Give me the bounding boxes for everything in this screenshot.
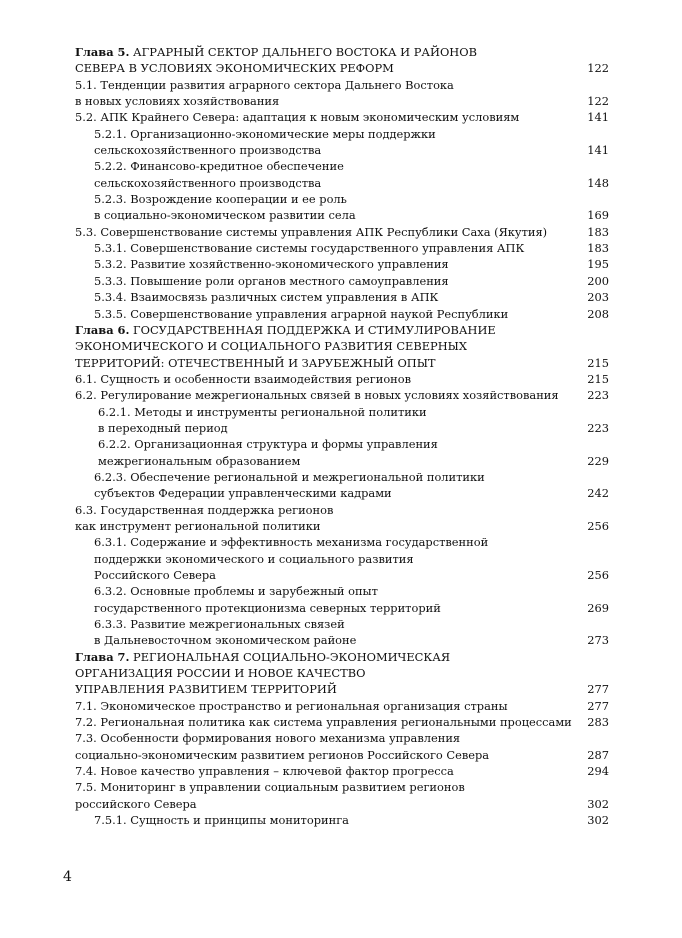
toc-chapter-line [75, 649, 609, 665]
toc-entry-title [94, 567, 216, 583]
toc-entry-title [94, 175, 321, 191]
toc-page-number: 215 [587, 371, 609, 386]
toc-entry [75, 485, 609, 501]
toc-page-number: 122 [587, 94, 609, 109]
toc-entry [75, 714, 609, 730]
toc-entry-title [75, 649, 450, 665]
toc-entry-title [94, 191, 347, 207]
toc-entry-text: СЕВЕРА В УСЛОВИЯХ ЭКОНОМИЧЕСКИХ РЕФОРМ [75, 61, 394, 76]
toc-entry [75, 567, 609, 583]
toc-entry-text: 7.5.1. Сущность и принципы мониторинга [94, 813, 349, 828]
toc-entry [75, 779, 609, 795]
toc-entry [75, 387, 609, 403]
toc-entry-title [98, 453, 300, 469]
toc-entry-text: в переходный период [98, 420, 228, 435]
toc-entry [75, 142, 609, 158]
toc-entry-text: в Дальневосточном экономическом районе [94, 633, 357, 648]
chapter-label: Глава 6. [75, 322, 130, 337]
toc-entry-text: 6.1. Сущность и особенности взаимодействия регионов [75, 371, 412, 386]
toc-entry [75, 730, 609, 746]
toc-entry [75, 126, 609, 142]
toc-page-number: 277 [587, 682, 609, 697]
toc-page-number: 203 [587, 290, 609, 305]
toc-page-number: 273 [587, 633, 609, 648]
toc-entry [75, 158, 609, 174]
toc-entry-title [75, 518, 320, 534]
toc-page-number: 200 [587, 273, 609, 288]
toc-entry [75, 240, 609, 256]
page-number: 4 [63, 869, 72, 885]
toc-entry-title [75, 763, 454, 779]
toc-entry-title [94, 256, 449, 272]
toc-page-number: 277 [587, 698, 609, 713]
toc-entry-title [94, 273, 449, 289]
toc-entry-title [75, 77, 454, 93]
toc-entry-title [94, 812, 349, 828]
toc-entry-title [75, 387, 559, 403]
toc-page-number: 269 [587, 600, 609, 615]
toc-entry-text: сельскохозяйственного производства [94, 143, 322, 158]
toc-entry [75, 436, 609, 452]
toc-entry-text: 5.2. АПК Крайнего Севера: адаптация к новым экономическим условиям [75, 110, 520, 125]
toc-entry [75, 583, 609, 599]
toc-entry-title [94, 126, 436, 142]
toc-entry [75, 404, 609, 420]
toc-entry [75, 632, 609, 648]
toc-entry-text: 7.1. Экономическое пространство и региональная организация страны [75, 698, 508, 713]
toc-entry-text: 5.3. Совершенствование системы управления АПК Республики Саха (Якутия) [75, 224, 548, 239]
toc-entry-text: УПРАВЛЕНИЯ РАЗВИТИЕМ ТЕРРИТОРИЙ [75, 682, 337, 697]
toc-entry-text: 5.3.4. Взаимосвязь различных систем управления в АПК [94, 290, 439, 305]
toc-entry-text: 6.3.2. Основные проблемы и зарубежный опыт [94, 584, 378, 599]
toc-chapter-line [75, 322, 609, 338]
toc-entry-text: государственного протекционизма северных территорий [94, 600, 441, 615]
toc-entry-text: РЕГИОНАЛЬНАЯ СОЦИАЛЬНО-ЭКОНОМИЧЕСКАЯ [129, 649, 451, 664]
toc-entry [75, 224, 609, 240]
toc-entry-text: 6.3.3. Развитие межрегиональных связей [94, 617, 345, 632]
toc-entry [75, 502, 609, 518]
toc-entry [75, 698, 609, 714]
toc-entry-text: 5.3.2. Развитие хозяйственно-экономического управления [94, 257, 449, 272]
toc-entry-title [75, 322, 496, 338]
toc-entry-text: Российского Севера [94, 568, 216, 582]
toc-entry-title [94, 583, 378, 599]
toc-entry-text: как инструмент региональной политики [75, 518, 321, 533]
toc-entry-text: ОРГАНИЗАЦИЯ РОССИИ И НОВОЕ КАЧЕСТВО [75, 666, 366, 681]
toc-entry [75, 175, 609, 191]
toc-entry-text: российского Севера [75, 796, 197, 811]
toc-page-number: 148 [587, 175, 609, 190]
toc-page-number: 141 [587, 143, 609, 158]
toc-entry-text: ГОСУДАРСТВЕННАЯ ПОДДЕРЖКА И СТИМУЛИРОВАНИЕ [129, 322, 496, 337]
toc-entry [75, 420, 609, 436]
toc-entry [75, 681, 609, 697]
toc-page-number: 287 [587, 747, 609, 762]
toc-entry [75, 763, 609, 779]
toc-entry [75, 518, 609, 534]
toc-entry-text: межрегиональным образованием [98, 453, 301, 468]
toc-entry-title [75, 502, 333, 518]
toc-entry-text: 5.2.1. Организационно-экономические меры поддержки [94, 126, 436, 141]
toc-entry [75, 551, 609, 567]
toc-entry-title [98, 420, 228, 436]
toc-entry-text: 5.2.3. Возрождение кооперации и ее роль [94, 192, 347, 207]
toc-entry-title [94, 551, 414, 567]
toc-entry-text: сельскохозяйственного производства [94, 175, 322, 190]
toc-entry-title [94, 600, 441, 616]
toc-page-number: 283 [587, 715, 609, 730]
toc-entry [75, 60, 609, 76]
toc-entry-title [75, 796, 197, 812]
toc-entry-text: 6.3.1. Содержание и эффективность механизма государственной [94, 535, 489, 550]
toc-entry [75, 191, 609, 207]
toc-entry-text: ЭКОНОМИЧЕСКОГО И СОЦИАЛЬНОГО РАЗВИТИЯ СЕВЕРНЫХ [75, 339, 467, 354]
toc-entry-title [94, 207, 356, 223]
toc-page-number: 122 [587, 61, 609, 76]
toc-entry-title [94, 534, 488, 550]
toc-entry-text: 5.3.1. Совершенствование системы государственного управления АПК [94, 241, 525, 256]
toc-page-number: 169 [587, 208, 609, 223]
toc-entry [75, 93, 609, 109]
toc-entry-title [94, 469, 485, 485]
toc-entry-text: 6.3. Государственная поддержка регионов [75, 502, 334, 517]
toc-page-number: 215 [587, 355, 609, 370]
toc-entry-text: 5.2.2. Финансово-кредитное обеспечение [94, 159, 344, 174]
toc-page-number: 256 [587, 568, 609, 582]
toc-page-number: 242 [587, 486, 609, 501]
toc-entry [75, 273, 609, 289]
toc-entry-text: поддержки экономического и социального развития [94, 551, 414, 566]
toc-entry [75, 207, 609, 223]
toc-page-number: 183 [587, 224, 609, 239]
toc-page-number: 256 [587, 518, 609, 533]
toc-entry-text: 6.2.3. Обеспечение региональной и межрегиональной политики [94, 469, 485, 484]
toc-page-number: 302 [587, 796, 609, 811]
chapter-label: Глава 7. [75, 649, 130, 664]
toc-entry [75, 600, 609, 616]
toc-entry [75, 256, 609, 272]
toc-page-number: 208 [587, 306, 609, 321]
toc-entry-title [94, 158, 344, 174]
toc-entry-title [94, 306, 508, 322]
toc-entry-title [75, 747, 489, 763]
toc-entry [75, 453, 609, 469]
toc-entry-title [75, 224, 547, 240]
toc-entry-title [75, 681, 337, 697]
toc-page-number: 229 [587, 453, 609, 468]
chapter-label: Глава 5. [75, 45, 130, 59]
toc-entry-text: 7.5. Мониторинг в управлении социальным развитием регионов [75, 780, 465, 795]
toc-entry-text: 5.3.5. Совершенствование управления аграрной наукой Республики [94, 306, 509, 321]
toc-entry-title [75, 93, 279, 109]
toc-entry-text: 6.2.1. Методы и инструменты региональной политики [98, 404, 427, 419]
toc-entry-title [75, 698, 508, 714]
toc-page-number: 302 [587, 813, 609, 828]
toc-entry-text: 6.2. Регулирование межрегиональных связей в новых условиях хозяйствования [75, 388, 559, 403]
toc-entry [75, 306, 609, 322]
toc-entry-title [75, 60, 394, 76]
toc-entry [75, 796, 609, 812]
toc-entry-text: в социально-экономическом развитии села [94, 208, 356, 223]
toc-entry [75, 747, 609, 763]
toc-chapter-line [75, 44, 609, 60]
toc-entry-title [75, 44, 477, 60]
toc-entry-title [94, 289, 438, 305]
toc-entry [75, 665, 609, 681]
toc-entry [75, 469, 609, 485]
toc-entry [75, 338, 609, 354]
toc-entry [75, 534, 609, 550]
toc-entry [75, 109, 609, 125]
toc-entry-title [75, 779, 465, 795]
toc-entry-title [75, 338, 467, 354]
toc-page-number: 294 [587, 764, 609, 779]
toc-entry-title [94, 616, 345, 632]
toc-entry-title [98, 404, 427, 420]
toc-entry-title [75, 714, 572, 730]
toc-entry-title [75, 355, 436, 371]
toc-entry-text: 7.4. Новое качество управления – ключевой фактор прогресса [75, 764, 454, 779]
toc-entry-text: 6.2.2. Организационная структура и формы управления [98, 437, 438, 452]
toc-entry [75, 77, 609, 93]
toc-entry [75, 616, 609, 632]
toc-entry [75, 371, 609, 387]
toc-entry-text: в новых условиях хозяйствования [75, 94, 280, 109]
table-of-contents [75, 44, 609, 829]
toc-entry-title [98, 436, 438, 452]
toc-entry-title [75, 109, 519, 125]
toc-page-number: 223 [587, 388, 609, 403]
toc-entry-title [94, 485, 392, 501]
toc-entry-text: субъектов Федерации управленческими кадрами [94, 486, 392, 501]
toc-entry-text: 5.3.3. Повышение роли органов местного самоуправления [94, 273, 449, 288]
toc-entry-title [94, 142, 321, 158]
toc-entry-title [75, 665, 365, 681]
toc-entry [75, 355, 609, 371]
toc-entry-text: АГРАРНЫЙ СЕКТОР ДАЛЬНЕГО ВОСТОКА И РАЙОНОВ [129, 45, 477, 59]
toc-entry [75, 812, 609, 828]
toc-entry-title [75, 371, 411, 387]
toc-page-number: 141 [587, 110, 609, 125]
toc-entry-text: социально-экономическим развитием регионов Российского Севера [75, 747, 490, 762]
toc-page-number: 183 [587, 241, 609, 256]
toc-entry-title [94, 632, 356, 648]
toc-entry-title [75, 730, 460, 746]
toc-entry-title [94, 240, 524, 256]
toc-page-number: 195 [587, 257, 609, 272]
toc-entry-text: ТЕРРИТОРИЙ: ОТЕЧЕСТВЕННЫЙ И ЗАРУБЕЖНЫЙ ОПЫТ [75, 355, 436, 370]
toc-entry [75, 289, 609, 305]
toc-entry-text: 7.3. Особенности формирования нового механизма управления [75, 731, 461, 746]
toc-entry-text: 5.1. Тенденции развития аграрного сектора Дальнего Востока [75, 77, 454, 92]
toc-entry-text: 7.2. Региональная политика как система управления региональными процессами [75, 715, 572, 730]
toc-page-number: 223 [587, 420, 609, 435]
